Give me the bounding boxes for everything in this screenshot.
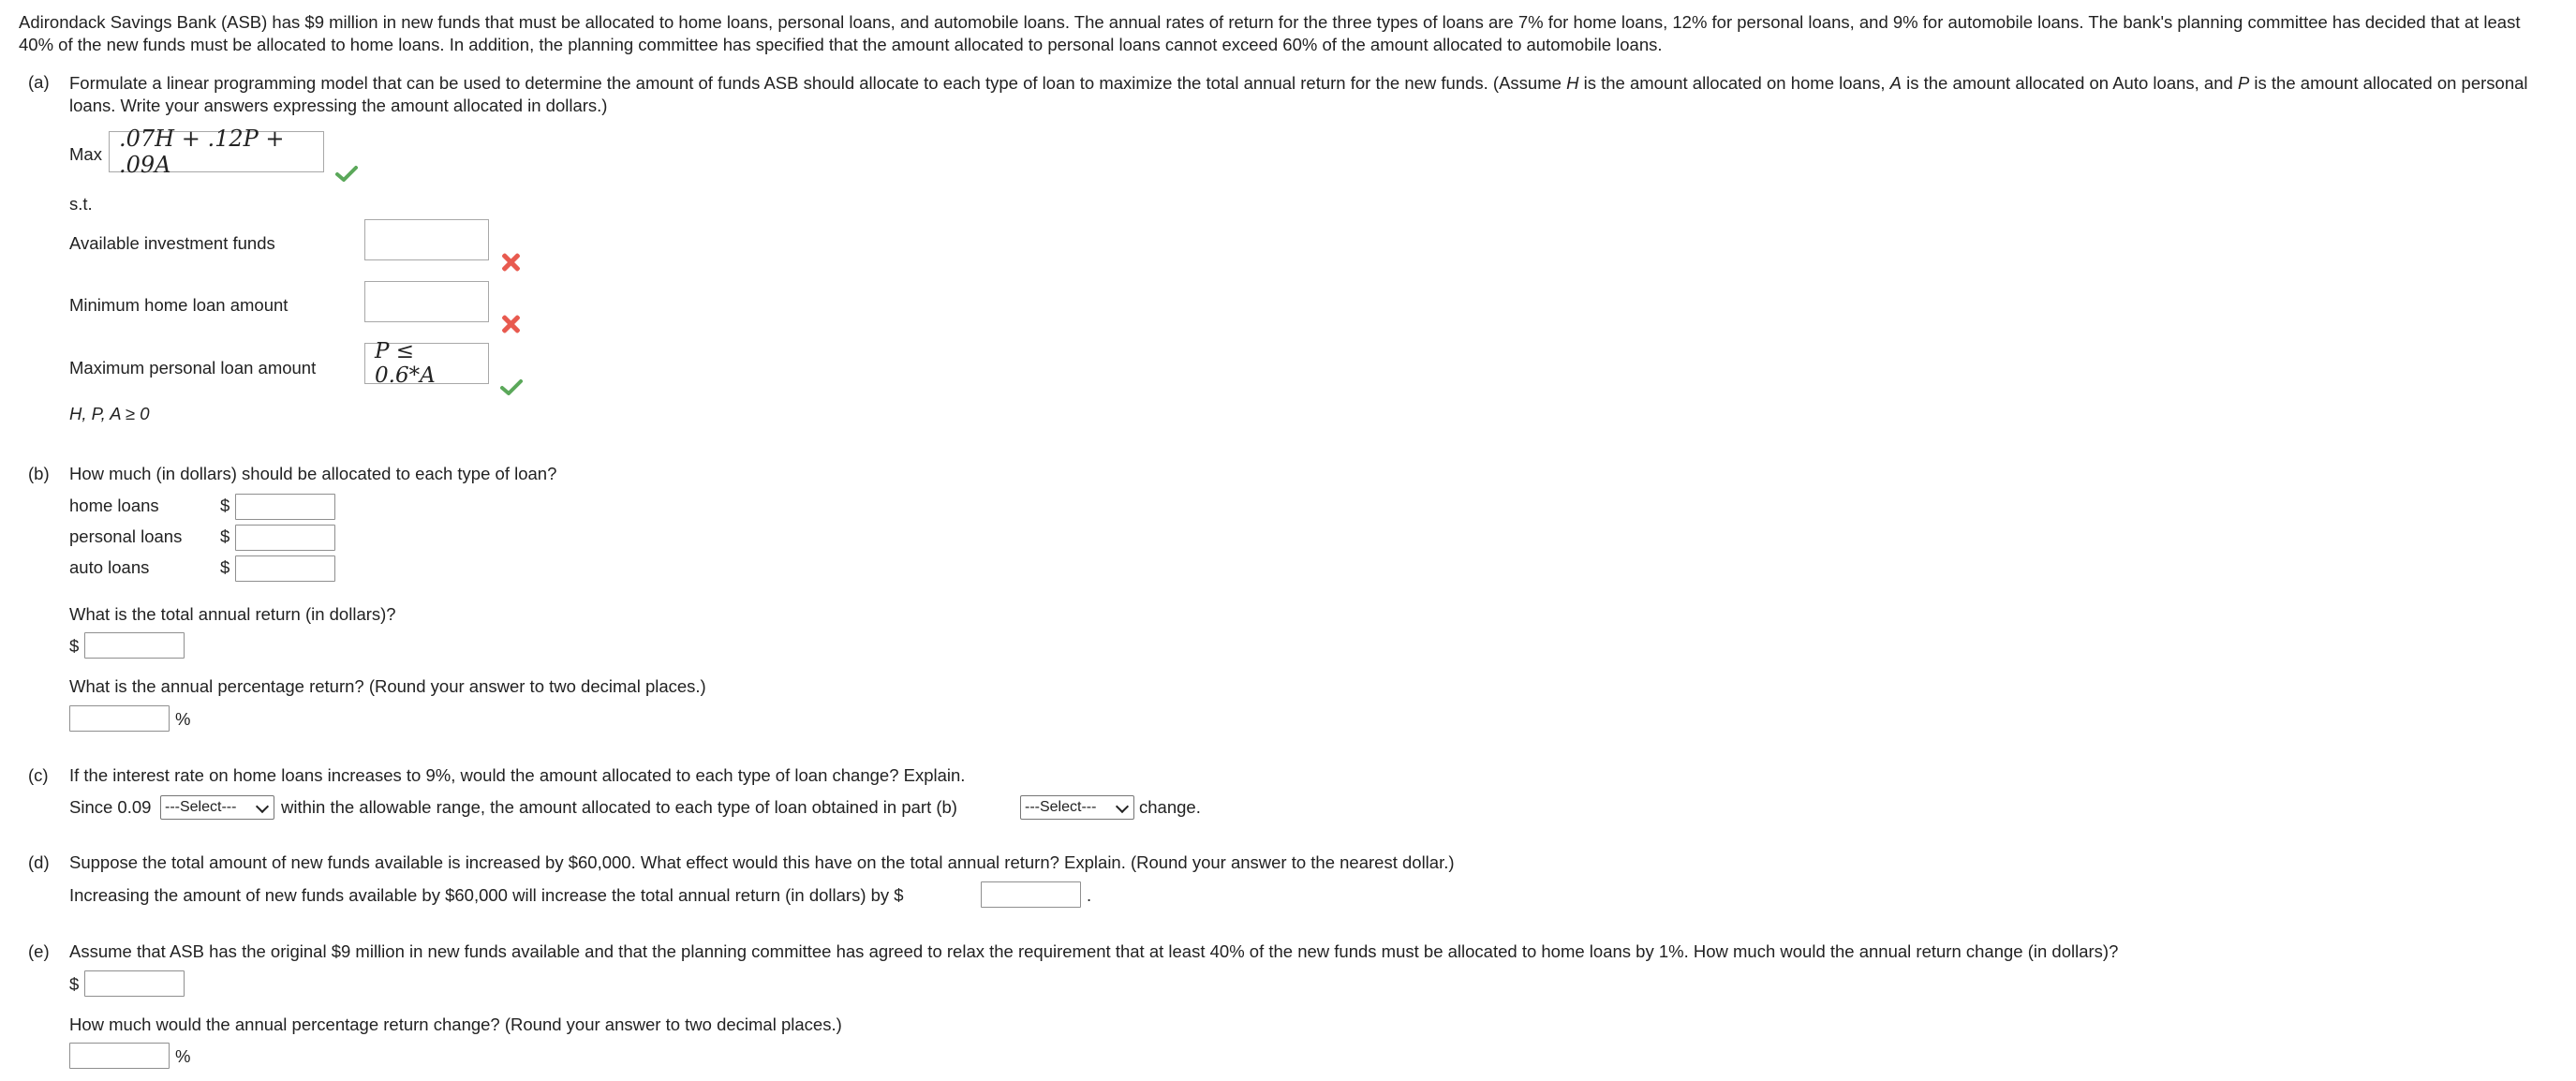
percent-unit: % xyxy=(175,1046,191,1066)
range-select-dropdown[interactable]: ---Select--- xyxy=(160,795,274,820)
problem-intro: Adirondack Savings Bank (ASB) has $9 million in new funds that must be allocated to home loans, personal loans, and automobile loans. The annual rates of return for the three types of loans are 7% for home loans, 12% for personal loans, and 9% for automobile loans. The bank's planning committee has decided that at least 40% of the new funds must be allocated to home loans. In addition, the planning committee has specified that the amount allocated to personal loans cannot exceed 60% of the amount allocated to automobile loans. xyxy=(19,12,2521,54)
annual-return-change-input[interactable] xyxy=(84,970,185,997)
min-home-loan-constraint-field[interactable] xyxy=(364,281,489,322)
max-personal-loan-constraint-field[interactable] xyxy=(364,339,489,388)
home-loans-input[interactable] xyxy=(235,494,335,520)
chevron-down-icon xyxy=(1116,800,1129,813)
auto-loans-input[interactable] xyxy=(235,555,335,582)
total-return-increase-input[interactable] xyxy=(981,881,1081,908)
cross-icon xyxy=(501,315,520,333)
period: . xyxy=(1087,885,1092,905)
percent-unit: % xyxy=(175,709,191,729)
currency-symbol: $ xyxy=(220,496,230,515)
constraint-label-available-funds: Available investment funds xyxy=(69,233,275,253)
currency-symbol: $ xyxy=(220,557,230,577)
chevron-down-icon xyxy=(256,800,269,813)
checkmark-icon xyxy=(500,378,523,395)
part-a-question: Formulate a linear programming model that can be used to determine the amount of funds ASB should allocate to each type of loan to maximize the total annual return for the new funds. (Assume H is the amount allocated on home loans, A is the amount allocated on Auto loans, and P is the amount allocated on personal loans. Write your answers expressing the amount allocated in dollars.) xyxy=(69,73,2528,115)
max-label: Max xyxy=(69,144,102,164)
part-d-answer-text: Increasing the amount of new funds available by $60,000 will increase the total annual return (in dollars) by $ xyxy=(69,885,904,905)
objective-expression: .07H + .12P + .09A xyxy=(119,126,285,178)
home-loans-label: home loans xyxy=(69,496,159,515)
part-d-question: Suppose the total amount of new funds available is increased by $60,000. What effect would this have on the total annual return? Explain. (Round your answer to the nearest dollar.) xyxy=(69,852,1455,872)
part-a-label: (a) xyxy=(28,72,50,92)
part-b-question: How much (in dollars) should be allocated to each type of loan? xyxy=(69,464,557,483)
currency-symbol: $ xyxy=(220,526,230,546)
objective-function-field[interactable] xyxy=(109,126,324,178)
part-b-label: (b) xyxy=(28,464,50,483)
part-e-question: Assume that ASB has the original $9 million in new funds available and that the planning committee has agreed to relax the requirement that at least 40% of the new funds must be allocated to home loans by 1%. How much would the annual return change (in dollars)? xyxy=(69,941,2119,961)
constraint-label-min-home: Minimum home loan amount xyxy=(69,295,289,315)
max-personal-expression: P ≤ 0.6*A xyxy=(375,339,436,388)
part-c-label: (c) xyxy=(28,765,49,785)
part-e-label: (e) xyxy=(28,941,50,961)
currency-symbol: $ xyxy=(69,636,80,656)
currency-symbol: $ xyxy=(69,974,80,994)
part-c-question: If the interest rate on home loans increases to 9%, would the amount allocated to each type of loan change? Explain. xyxy=(69,765,966,785)
part-c-text-2: within the allowable range, the amount allocated to each type of loan obtained in part (b) xyxy=(281,797,957,817)
part-c-text-1: Since 0.09 xyxy=(69,797,152,817)
change-select-dropdown[interactable]: ---Select--- xyxy=(1020,795,1134,820)
total-return-question: What is the total annual return (in dollars)? xyxy=(69,604,396,624)
part-d-label: (d) xyxy=(28,852,50,872)
personal-loans-input[interactable] xyxy=(235,525,335,551)
checkmark-icon xyxy=(335,165,358,182)
available-funds-constraint-field[interactable] xyxy=(364,219,489,260)
pct-return-change-input[interactable] xyxy=(69,1043,170,1069)
pct-return-question: What is the annual percentage return? (Round your answer to two decimal places.) xyxy=(69,676,706,696)
part-e-pct-question: How much would the annual percentage return change? (Round your answer to two decimal places.) xyxy=(69,1014,842,1034)
constraint-label-max-personal: Maximum personal loan amount xyxy=(69,358,317,378)
part-c-text-3: change. xyxy=(1139,797,1201,817)
total-return-input[interactable] xyxy=(84,632,185,659)
nonnegativity-constraint: H, P, A ≥ 0 xyxy=(69,404,150,423)
personal-loans-label: personal loans xyxy=(69,526,183,546)
pct-return-input[interactable] xyxy=(69,705,170,732)
st-label: s.t. xyxy=(69,194,93,214)
auto-loans-label: auto loans xyxy=(69,557,150,577)
cross-icon xyxy=(501,253,520,272)
